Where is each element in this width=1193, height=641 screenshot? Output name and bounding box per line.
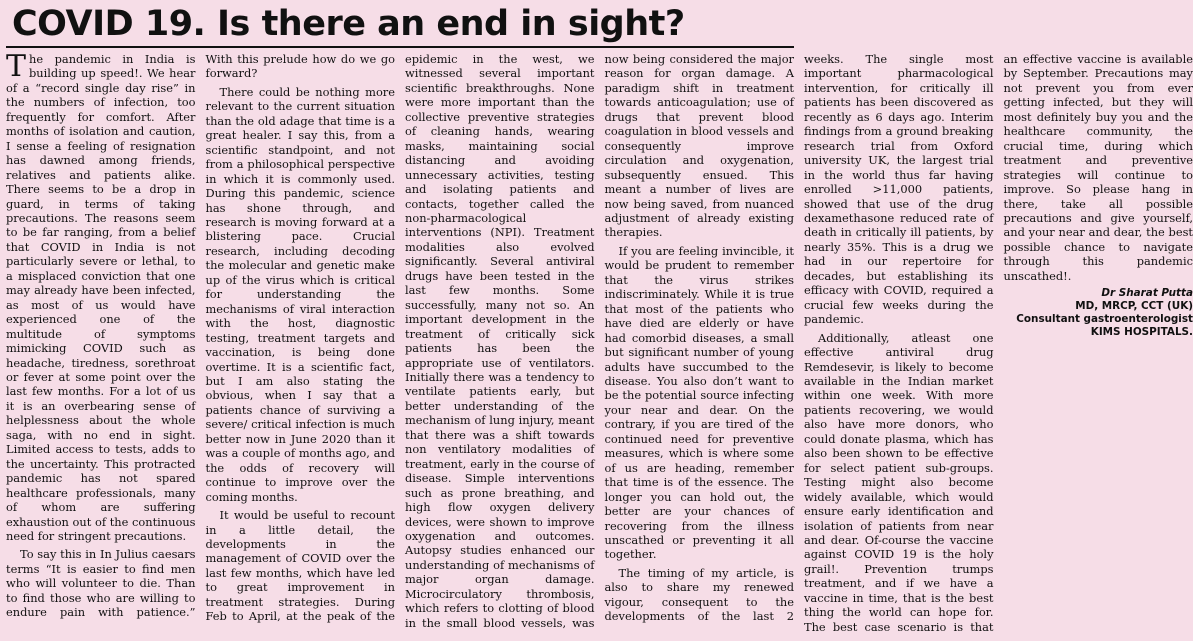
paragraph-1 (6, 49, 196, 543)
headline-rule (6, 46, 794, 48)
paragraph-1-text: he pandemic in India is building up speed!. We hear of a “record single day rise” in the numbers of infection, too frequently for comfort. After months of isolation and caution, I sense a feeling of resignation has dawned among friends, relatives and patients alike. There seems to be a drop in guard, in terms of taking precautions. The reasons seem to be far ranging, from a belief that COVID in India is not particularly severe or lethal, to a misplaced conviction that one may already have been infected, as most of us would have experienced one of the multitude of symptoms mimicking COVID such as headache, tiredness, sorethroat or fever at some point over the last few months. For a lot of us it is an overbearing sense of helplessness about the whole saga, with no end in sight. Limited access to tests, adds to the uncertainty. This protracted pandemic has not spared healthcare professionals, many of whom are suffering exhaustion out of the continuous need for stringent precautions. (6, 52, 196, 543)
author-credentials: MD, MRCP, CCT (UK) (1075, 300, 1193, 313)
paragraph-5: If you are feeling invincible, it would be prudent to remember that the virus strikes indiscriminately. While it is true that most of the patients who have died are elderly or have had comorbid diseases, a small but significant number of young adults have succumbed to the disease. You also don’t want to be the potential source infecting your near and dear. On the contrary, if you are tired of the continued need for preventive measures, which is where some of us are heading, remember that time is of the essence. The longer you can hold out, the better are your chances of recovering from the illness unscathed or preventing it all together. (604, 243, 794, 562)
paragraph-7: Additionally, atleast one effective antiviral drug Remdesevir, is likely to become available in the Indian market within one week. With more patients recovering, we would also have more donors, who could donate plasma, which has also been shown to be effective for select patient sub-groups. Testing might also become widely available, which would ensure early identification and isolation of patients from near and dear. Of-course the vaccine against COVID 19 is the holy grail!. Prevention trumps treatment, and if we have a vaccine in time, that is the best thing the world can hope for. The best case scenario is that an effective vaccine is available by September. Precautions may not prevent you from ever getting infected, but they will most definitely buy you and the healthcare community, the crucial time, during which treatment and preventive strategies will continue to improve. So please hang in there, take all possible precautions and give yourself, and your near and dear, the best possible chance to navigate through this pandemic unscathed!. (804, 52, 1193, 634)
paragraph-2: To say this in In Julius caesars terms “It is easier to find men who will volunteer to die. Than to find those who are willing to endure pain with patience.” With this prelude how do we go forward? (6, 52, 395, 620)
author-name: Dr Sharat Putta (1101, 287, 1193, 300)
paragraph-6: The timing of my article, is also to share my renewed vigour, consequent to the developments of the last 2 weeks. The single most important pharmacological intervention, for critically ill patients has been discovered as recently as 6 days ago. Interim findings from a ground breaking research trial from Oxford university UK, the largest trial in the world thus far having enrolled >11,000 patients, showed that use of the drug dexamethasone reduced rate of death in critically ill patients, by nearly 35%. This is a drug we had in our repertoire for decades, but establishing its efficacy with COVID, required a crucial few weeks during the pandemic. (604, 52, 994, 624)
author-hospital: KIMS HOSPITALS. (1090, 326, 1193, 339)
headline: COVID 19. Is there an end in sight? (12, 4, 685, 44)
drop-cap: T (6, 49, 27, 84)
author-signature (1004, 287, 1193, 339)
article-body (6, 49, 1193, 638)
paragraph-3: There could be nothing more relevant to the current situation than the old adage that time is a great healer. I say this, from a scientific standpoint, and not from a philosophical perspective in which it is commonly used. During this pandemic, science has shone through, and research is moving forward at a blistering pace. Crucial research, including decoding the molecular and genetic make up of the virus which is critical for understanding the mechanisms of viral interaction with the host, diagnostic testing, treatment targets and vaccination, is being done overtime. It is a scientific fact, but I am also stating the obvious, when I say that a patients chance of surviving a severe/ critical infection is much better now in June 2020 than it was a couple of months ago, and the odds of recovery will continue to improve over the coming months. (205, 84, 395, 504)
author-title: Consultant gastroenterologist (1016, 313, 1193, 326)
paragraph-4: It would be useful to recount in a little detail, the developments in the management of COVID over the last few months, which have led to great improvement in treatment strategies. During Feb to April, at the peak of the epidemic in the west, we witnessed several important scientific breakthroughs. None were more important than the collective preventive strategies of cleaning hands, wearing masks, maintaining social distancing and avoiding unnecessary activities, testing and isolating patients and contacts, together called the non-pharmacological interventions (NPI). Treatment modalities also evolved significantly. Several antiviral drugs have been tested in the last few months. Some successfully, many not so. An important development in the treatment of critically sick patients has been the appropriate use of ventilators. Initially there was a tendency to ventilate patients early, but better understanding of the mechanism of lung injury, meant that there was a shift towards non ventilatory modalities of treatment, early in the course of disease. Simple interventions such as prone breathing, and high flow oxygen delivery devices, were shown to improve oxygenation and outcomes. Autopsy studies enhanced our understanding of mechanisms of major organ damage. Microcirculatory thrombosis, which refers to clotting of blood in the small blood vessels, was now being considered the major reason for organ damage. A paradigm shift in treatment towards anticoagulation; use of drugs that prevent blood coagulation in blood vessels and consequently improve circulation and oxygenation, subsequently ensued. This meant a number of lives are now being saved, from nuanced adjustment of already existing therapies. (205, 52, 794, 630)
